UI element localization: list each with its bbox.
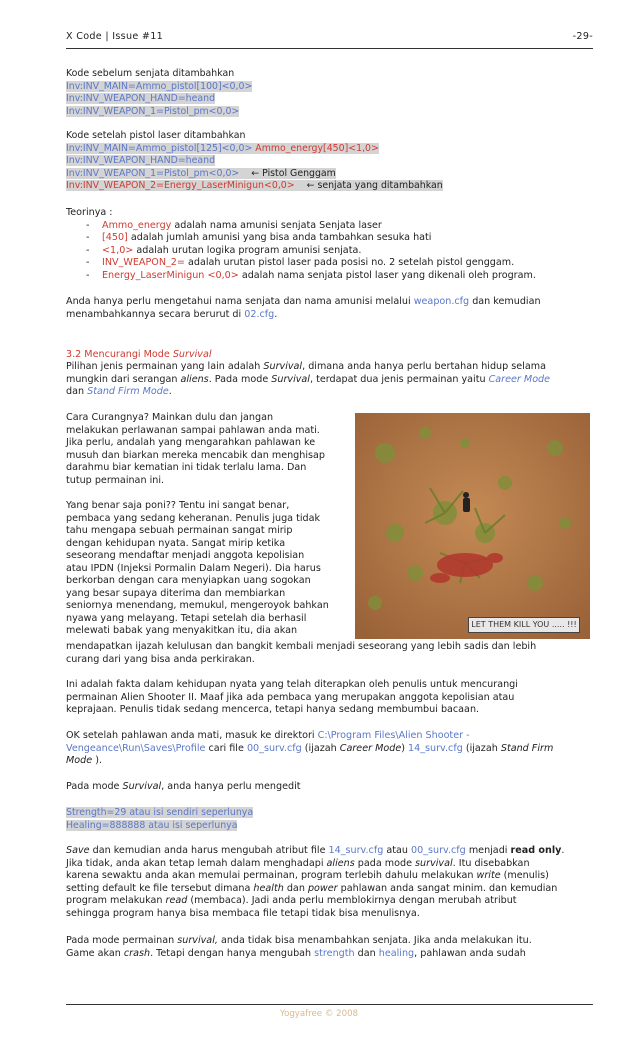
code-line: Inv:INV_MAIN=Ammo_pistol[100]<0,0> [66, 80, 253, 92]
directory-paragraph: OK setelah pahlawan anda mati, masuk ke direktori C:\Program Files\Alien Shooter - Vengeance\Run\Saves\Profile cari file 00_surv.cfg (ijazah Career Mode) 14_surv.cfg (ijazah Stand Firm Mode ). [66, 730, 554, 766]
file-link[interactable]: 00_surv.cfg [411, 845, 466, 856]
code-before-block [66, 68, 590, 118]
header-rule [66, 48, 593, 49]
code-note: ← Pistol Genggam [251, 167, 336, 179]
page-footer: Yogyafree © 2008 [279, 1009, 359, 1019]
list-item: - <1,0> adalah urutan logika program amunisi senjata. [86, 244, 362, 256]
code-line: Inv:INV_WEAPON_HAND=heand [66, 155, 216, 166]
wrap-paragraph-1: Cara Curangnya? Mainkan dulu dan jangan melakukan perlawanan sampai pahlawan anda mati. Jika perlu, andalah yang mengarahkan pahlawan ke musuh dan biarkan mereka mencabik dan menghisap darahmu biar kematian ini tidak terlalu lama. Dan tutup permainan ini. [66, 412, 325, 486]
game-screenshot-image [355, 413, 590, 639]
code-line: Inv:INV_WEAPON_HAND=heand [66, 93, 216, 104]
code-line-highlight: Ammo_energy[450]<1,0> [255, 142, 379, 154]
file-link[interactable]: 02.cfg [244, 308, 275, 320]
page-number: -29- [572, 31, 593, 42]
list-item: - Ammo_energy adalah nama amunisi senjata Senjata laser [86, 219, 382, 231]
code-line: Inv:INV_WEAPON_1=Pistol_pm<0,0> [66, 167, 240, 179]
code-after-title: Kode setelah pistol laser ditambahkan [66, 130, 246, 141]
code-line: Healing=888888 atau isi seperlunya [66, 819, 238, 831]
game-scene-graphic [355, 413, 590, 639]
directory-path[interactable]: Vengeance\Run\Saves\Profile [66, 742, 206, 754]
theory-title: Teorinya : [66, 207, 113, 218]
photo-caption: LET THEM KILL YOU ..... !!! [468, 617, 580, 633]
code-after-block [66, 130, 590, 193]
code-survival-block [66, 807, 590, 832]
theory-block [66, 207, 590, 282]
code-line: Inv:INV_WEAPON_1=Pistol_pm<0,0> [66, 105, 240, 117]
wrap-paragraph-tail: mendapatkan ijazah kelulusan dan bangkit kembali menjadi seseorang yang lebih sadis dan lebih curang dari yang bisa anda perkirakan. [66, 641, 537, 665]
code-note: ← senjata yang ditambahkan [306, 180, 443, 191]
list-item: - Energy_LaserMinigun <0,0> adalah nama senjata pistol laser yang dikenali oleh program. [86, 269, 536, 281]
file-link[interactable]: weapon.cfg [413, 296, 470, 307]
file-link[interactable]: 14_surv.cfg [328, 845, 384, 856]
section-intro: Pilihan jenis permainan yang lain adalah Survival, dimana anda hanya perlu bertahan hidup selama mungkin dari serangan aliens. Pada mode Survival, terdapat dua jenis permainan yaitu Career Mode dan Stand Firm Mode. [66, 361, 551, 397]
directory-path[interactable]: C:\Program Files\Alien Shooter - [317, 730, 470, 741]
weapon-paragraph: Anda hanya perlu mengetahui nama senjata dan nama amunisi melalui weapon.cfg dan kemudian menambahkannya secara berurut di 02.cfg. [66, 296, 541, 320]
file-link[interactable]: 14_surv.cfg [408, 742, 463, 754]
section-heading: 3.2 Mencurangi Mode Survival [66, 349, 212, 360]
code-line: Strength=29 atau isi sendiri seperlunya [66, 807, 254, 818]
save-paragraph: Save dan kemudian anda harus mengubah atribut file 14_surv.cfg atau 00_surv.cfg menjadi read only. Jika tidak, anda akan tetap lemah dalam menghadapi aliens pada mode survival. Itu disebabkan karena sewaktu anda akan memulai permainan, program terlebih dahulu melakukan write (menulis) setting default ke file tersebut dimana health dan power pahlawan anda sangat minim. dan kemudian program melakukan read (membaca). Jadi anda perlu memblokirnya dengan merubah atribut sehingga program hanya bisa membaca file tetapi tidak bisa menulisnya. [66, 845, 565, 919]
last-paragraph: Pada mode permainan survival, anda tidak bisa menambahkan senjata. Jika anda melakukan itu. Game akan crash. Tetapi dengan hanya mengubah strength dan healing, pahlawan anda sudah [66, 935, 532, 959]
page-header [66, 31, 593, 45]
wrap-paragraph-2: Yang benar saja poni?? Tentu ini sangat benar, pembaca yang sedang keheranan. Penulis juga tidak tahu mengapa sebuah permainan sangat mirip dengan kehidupan nyata. Sangat mirip ketika seseorang mendaftar menjadi anggota kepolisian atau IPDN (Injeksi Pormalin Dalam Negeri). Dia harus berkorban dengan cara menyiapkan uang sogokan yang besar supaya diterima dan membiarkan seniornya menendang, memukul, mengeroyok bahkan nyawa yang melayang. Tetapi setelah dia berhasil melewati babak yang menyakitkan itu, dia akan [66, 500, 329, 636]
fact-paragraph: Ini adalah fakta dalam kehidupan nyata yang telah diterapkan oleh penulis untuk mencurangi permainan Alien Shooter II. Maaf jika ada pembaca yang merupakan anggota kepolisian atau keprajaan. Penulis tidak sedang mencerca, tetapi hanya sedang membumbui bacaan. [66, 679, 518, 715]
code-line-highlight: Inv:INV_WEAPON_2=Energy_LaserMinigun<0,0> [66, 180, 295, 191]
header-title: X Code | Issue #11 [66, 31, 164, 42]
edit-paragraph: Pada mode Survival, anda hanya perlu mengedit [66, 781, 301, 792]
list-item: - INV_WEAPON_2= adalah urutan pistol laser pada posisi no. 2 setelah pistol genggam. [86, 257, 515, 268]
code-line: Inv:INV_MAIN=Ammo_pistol[125]<0,0> [66, 142, 256, 154]
code-before-title: Kode sebelum senjata ditambahkan [66, 68, 235, 79]
footer-rule [66, 1004, 593, 1005]
list-item: - [450] adalah jumlah amunisi yang bisa anda tambahkan sesuka hati [86, 232, 432, 243]
file-link[interactable]: 00_surv.cfg [246, 742, 302, 754]
